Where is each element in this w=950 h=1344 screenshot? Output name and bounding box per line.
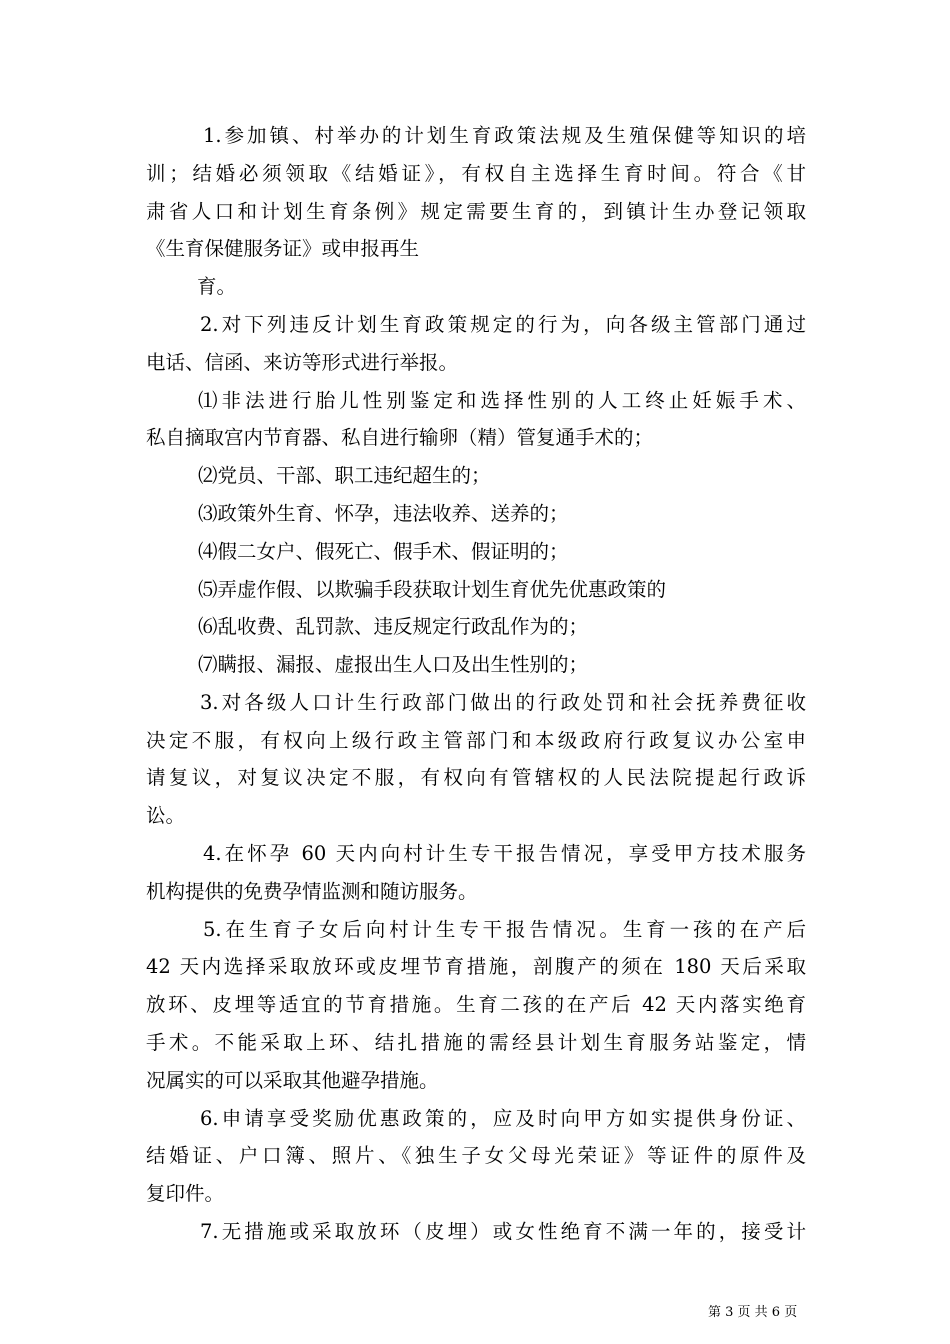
paragraph-1-line-1: 1.参加镇、村举办的计划生育政策法规及生殖保健等知识的培 [203,124,806,147]
paragraph-5-line-2: 42 天内选择采取放环或皮埋节育措施，剖腹产的须在 180 天后采取 [146,955,806,978]
paragraph-6-line-2: 结婚证、户口簿、照片、《独生子女父母光荣证》等证件的原件及 [146,1144,806,1167]
paragraph-3-line-2: 决定不服，有权向上级行政主管部门和本级政府行政复议办公室申 [146,729,806,752]
list-item-5: ⑸弄虚作假、以欺骗手段获取计划生育优先优惠政策的 [198,578,667,601]
list-item-1-line-2: 私自摘取宫内节育器、私自进行输卵（精）管复通手术的； [146,426,654,449]
paragraph-1-line-3: 肃省人口和计划生育条例》规定需要生育的，到镇计生办登记领取 [146,200,806,223]
paragraph-6-line-3: 复印件。 [146,1182,225,1205]
paragraph-5-line-5: 况属实的可以采取其他避孕措施。 [146,1069,439,1092]
paragraph-4-line-1: 4.在怀孕 60 天内向村计生专干报告情况，享受甲方技术服务 [203,842,806,865]
paragraph-3-line-1: 3.对各级人口计生行政部门做出的行政处罚和社会抚养费征收 [200,691,806,714]
paragraph-3-line-3: 请复议，对复议决定不服，有权向有管辖权的人民法院提起行政诉 [146,766,806,789]
paragraph-1-line-5: 育。 [197,275,237,298]
list-item-3: ⑶政策外生育、怀孕，违法收养、送养的； [198,502,569,525]
paragraph-2-line-2: 电话、信函、来访等形式进行举报。 [146,351,459,374]
paragraph-5-line-3: 放环、皮埋等适宜的节育措施。生育二孩的在产后 42 天内落实绝育 [146,993,806,1016]
list-item-4: ⑷假二女户、假死亡、假手术、假证明的； [198,540,569,563]
paragraph-4-line-2: 机构提供的免费孕情监测和随访服务。 [146,880,478,903]
list-item-1-line-1: ⑴非法进行胎儿性别鉴定和选择性别的人工终止妊娠手术、 [198,389,806,412]
paragraph-7-line-1: 7.无措施或采取放环（皮埋）或女性绝育不满一年的，接受计 [200,1220,806,1243]
paragraph-2-line-1: 2.对下列违反计划生育政策规定的行为，向各级主管部门通过 [200,313,806,336]
paragraph-1-line-2: 训；结婚必须领取《结婚证》，有权自主选择生育时间。符合《甘 [146,162,806,185]
list-item-6: ⑹乱收费、乱罚款、违反规定行政乱作为的； [198,615,589,638]
paragraph-3-line-4: 讼。 [146,804,186,827]
paragraph-1-line-4: 《生育保健服务证》或申报再生 [146,237,420,260]
paragraph-6-line-1: 6.申请享受奖励优惠政策的，应及时向甲方如实提供身份证、 [200,1107,806,1130]
page-number: 第 3 页 共 6 页 [708,1305,798,1320]
paragraph-5-line-1: 5.在生育子女后向村计生专干报告情况。生育一孩的在产后 [203,918,806,941]
list-item-7: ⑺瞒报、漏报、虚报出生人口及出生性别的； [198,653,589,676]
list-item-2: ⑵党员、干部、职工违纪超生的； [198,464,491,487]
paragraph-5-line-4: 手术。不能采取上环、结扎措施的需经县计划生育服务站鉴定，情 [146,1031,806,1054]
